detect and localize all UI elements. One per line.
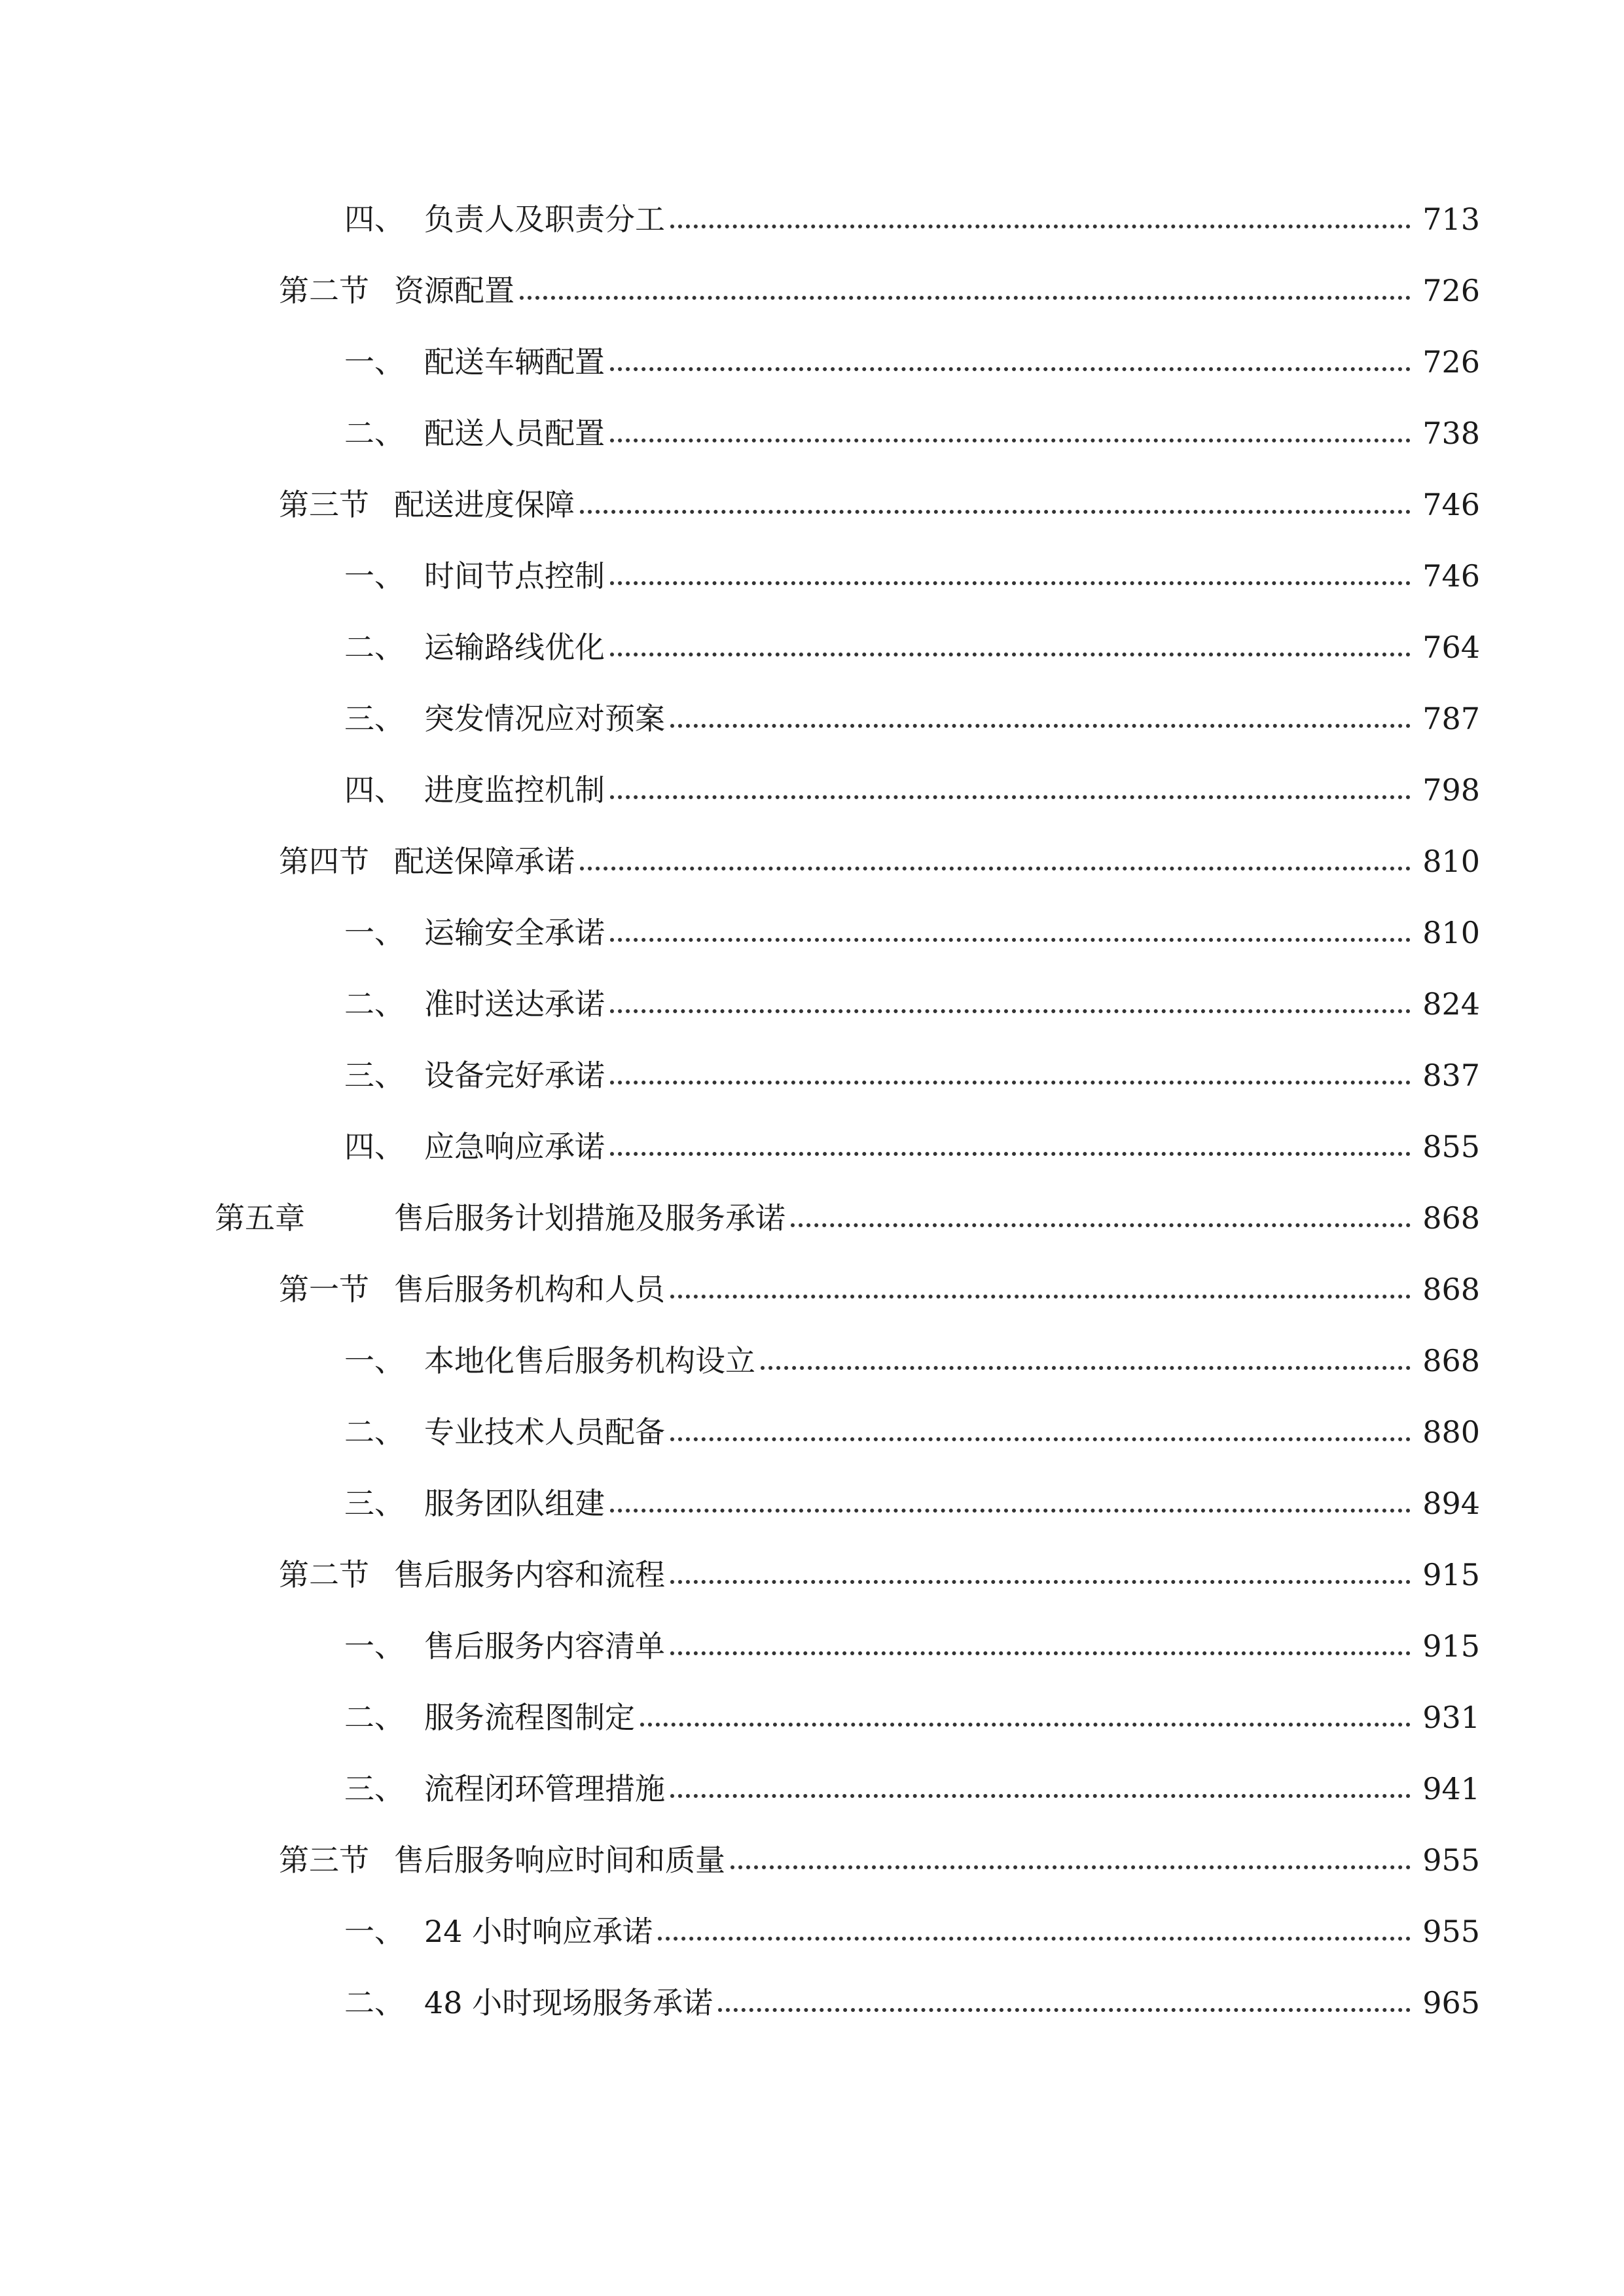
dot-leader (670, 1651, 1411, 1655)
dot-leader (761, 1366, 1411, 1370)
toc-entry[interactable] (344, 1046, 1480, 1105)
toc-entry[interactable] (279, 475, 1480, 534)
toc-entry-page: 915 (1422, 1557, 1480, 1592)
toc-entry-page: 955 (1422, 1914, 1480, 1949)
dot-leader (610, 1152, 1411, 1156)
toc-entry-title: 本地化售后服务机构设立 (424, 1343, 755, 1378)
toc-entry-title: 售后服务机构和人员 (394, 1272, 665, 1307)
toc-entry-page: 931 (1422, 1700, 1480, 1735)
toc-entry-page: 915 (1422, 1628, 1480, 1664)
toc-entry-number: 二、 (344, 986, 405, 1022)
toc-entry-title: 配送进度保障 (394, 487, 575, 522)
toc-entry-page: 824 (1422, 986, 1480, 1022)
toc-entry-page: 868 (1422, 1200, 1480, 1236)
dot-leader (670, 1437, 1411, 1441)
toc-entry-title: 配送人员配置 (424, 416, 605, 451)
toc-entry-title: 准时送达承诺 (424, 986, 605, 1022)
toc-entry-title: 服务团队组建 (424, 1486, 605, 1521)
toc-entry-number: 二、 (344, 630, 405, 665)
toc-entry[interactable] (344, 618, 1480, 677)
toc-entry-title: 24 小时响应承诺 (424, 1914, 653, 1949)
toc-entry-title: 应急响应承诺 (424, 1129, 605, 1164)
dot-leader (658, 1937, 1411, 1941)
toc-entry-number: 三、 (344, 1771, 405, 1806)
dot-leader (640, 1723, 1411, 1727)
toc-entry[interactable] (344, 1688, 1480, 1747)
toc-entry-page: 868 (1422, 1272, 1480, 1307)
toc-entry[interactable] (344, 1973, 1480, 2032)
toc-entry[interactable] (344, 1117, 1480, 1176)
toc-entry-title: 资源配置 (394, 273, 514, 308)
dot-leader (718, 2008, 1411, 2012)
toc-entry-number: 一、 (344, 1628, 405, 1664)
toc-entry-number: 二、 (344, 1414, 405, 1450)
toc-entry-title: 48 小时现场服务承诺 (424, 1985, 713, 2020)
toc-entry-number: 二、 (344, 416, 405, 451)
dot-leader (580, 867, 1411, 870)
toc-entry-page: 798 (1422, 772, 1480, 808)
toc-entry[interactable] (344, 547, 1480, 605)
toc-entry[interactable] (344, 975, 1480, 1033)
dot-leader (610, 938, 1411, 942)
toc-entry[interactable] (279, 1545, 1480, 1604)
dot-leader (610, 653, 1411, 656)
toc-entry-title: 进度监控机制 (424, 772, 605, 808)
dot-leader (610, 1081, 1411, 1085)
toc-entry[interactable] (344, 1403, 1480, 1462)
toc-entry-number: 第三节 (279, 1842, 369, 1878)
toc-entry-number: 一、 (344, 558, 405, 594)
toc-entry[interactable] (279, 1831, 1480, 1890)
toc-entry-page: 764 (1422, 630, 1480, 665)
toc-entry-page: 855 (1422, 1129, 1480, 1164)
toc-entry-page: 868 (1422, 1343, 1480, 1378)
toc-entry-title: 配送保障承诺 (394, 844, 575, 879)
toc-entry-number: 第一节 (279, 1272, 369, 1307)
dot-leader (670, 224, 1411, 228)
toc-entry-title: 运输安全承诺 (424, 915, 605, 950)
dot-leader (731, 1865, 1411, 1869)
toc-entry-page: 810 (1422, 844, 1480, 879)
dot-leader (520, 296, 1411, 300)
toc-entry[interactable] (279, 261, 1480, 320)
toc-entry[interactable] (279, 1260, 1480, 1319)
toc-entry-number: 四、 (344, 772, 405, 808)
toc-entry[interactable] (344, 1759, 1480, 1818)
toc-entry-number: 一、 (344, 1343, 405, 1378)
toc-entry-number: 三、 (344, 701, 405, 736)
toc-entry-page: 880 (1422, 1414, 1480, 1450)
toc-entry-number: 三、 (344, 1486, 405, 1521)
toc-entry-number: 第二节 (279, 1557, 369, 1592)
toc-entry-number: 一、 (344, 344, 405, 380)
toc-entry-page: 965 (1422, 1985, 1480, 2020)
toc-entry-number: 第三节 (279, 487, 369, 522)
toc-entry-page: 713 (1422, 202, 1480, 237)
toc-entry[interactable] (279, 832, 1480, 891)
toc-entry[interactable] (344, 190, 1480, 249)
toc-entry-title: 负责人及职责分工 (424, 202, 665, 237)
toc-entry-number: 第二节 (279, 273, 369, 308)
toc-entry-number: 三、 (344, 1058, 405, 1093)
dot-leader (610, 581, 1411, 585)
toc-entry-number: 第五章 (215, 1200, 305, 1236)
dot-leader (580, 510, 1411, 514)
dot-leader (610, 439, 1411, 442)
dot-leader (670, 1580, 1411, 1584)
dot-leader (670, 1794, 1411, 1798)
toc-entry[interactable] (344, 761, 1480, 819)
toc-entry-title: 时间节点控制 (424, 558, 605, 594)
toc-entry[interactable] (344, 1474, 1480, 1533)
toc-entry-page: 746 (1422, 487, 1480, 522)
toc-entry-title: 专业技术人员配备 (424, 1414, 665, 1450)
toc-entry-number: 第四节 (279, 844, 369, 879)
toc-entry-number: 二、 (344, 1700, 405, 1735)
dot-leader (610, 1509, 1411, 1513)
toc-entry-page: 726 (1422, 273, 1480, 308)
dot-leader (610, 1009, 1411, 1013)
toc-entry[interactable] (344, 1902, 1480, 1961)
toc-entry[interactable] (344, 903, 1480, 962)
toc-entry[interactable] (344, 404, 1480, 463)
toc-entry[interactable] (344, 1331, 1480, 1390)
dot-leader (791, 1223, 1411, 1227)
toc-entry-page: 746 (1422, 558, 1480, 594)
toc-entry-page: 941 (1422, 1771, 1480, 1806)
toc-entry-title: 设备完好承诺 (424, 1058, 605, 1093)
toc-entry-number: 一、 (344, 1914, 405, 1949)
dot-leader (610, 367, 1411, 371)
toc-entry[interactable] (344, 689, 1480, 748)
toc-entry-title: 服务流程图制定 (424, 1700, 635, 1735)
toc-entry[interactable] (344, 1617, 1480, 1676)
toc-entry-title: 售后服务内容清单 (424, 1628, 665, 1664)
toc-entry-title: 售后服务计划措施及服务承诺 (394, 1200, 785, 1236)
toc-entry-title: 流程闭环管理措施 (424, 1771, 665, 1806)
dot-leader (610, 795, 1411, 799)
toc-entry[interactable] (215, 1189, 1480, 1247)
toc-entry-page: 810 (1422, 915, 1480, 950)
toc-entry-title: 运输路线优化 (424, 630, 605, 665)
toc-entry-number: 一、 (344, 915, 405, 950)
toc-entry-page: 726 (1422, 344, 1480, 380)
toc-entry-page: 894 (1422, 1486, 1480, 1521)
toc-entry-title: 售后服务响应时间和质量 (394, 1842, 725, 1878)
toc-entry-page: 738 (1422, 416, 1480, 451)
toc-entry-page: 837 (1422, 1058, 1480, 1093)
dot-leader (670, 1295, 1411, 1299)
toc-entry-number: 四、 (344, 1129, 405, 1164)
toc-entry[interactable] (344, 332, 1480, 391)
toc-entry-page: 787 (1422, 701, 1480, 736)
toc-entry-title: 配送车辆配置 (424, 344, 605, 380)
dot-leader (670, 724, 1411, 728)
toc-entry-title: 突发情况应对预案 (424, 701, 665, 736)
toc-entry-page: 955 (1422, 1842, 1480, 1878)
toc-entry-number: 二、 (344, 1985, 405, 2020)
toc-entry-number: 四、 (344, 202, 405, 237)
toc-entry-title: 售后服务内容和流程 (394, 1557, 665, 1592)
